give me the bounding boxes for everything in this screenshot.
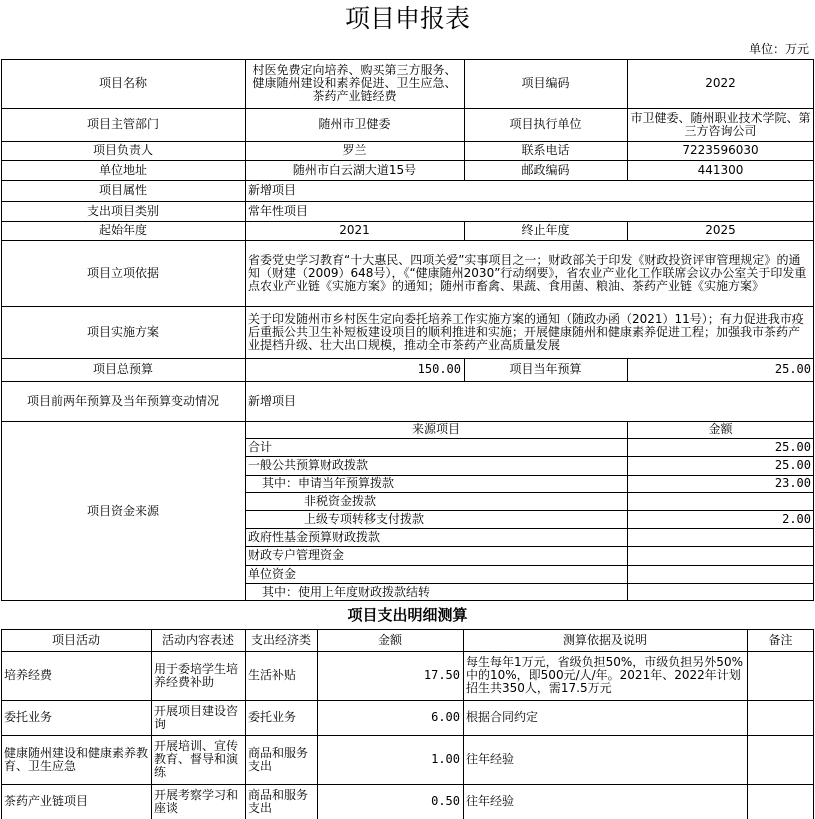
funding-header-amount: 金额 xyxy=(708,422,733,436)
attr-label: 项目属性 xyxy=(98,183,147,197)
funding-item-amount xyxy=(627,546,814,565)
detail-row-note xyxy=(747,651,814,700)
leader-label: 项目负责人 xyxy=(92,143,153,157)
detail-row-content: 开展项目建设咨询 xyxy=(154,703,239,731)
start-year-label: 起始年度 xyxy=(98,223,147,237)
detail-row-note xyxy=(747,784,814,819)
category-label: 支出项目类别 xyxy=(86,203,159,218)
detail-row-content: 用于委培学生培养经费补助 xyxy=(154,661,239,689)
funding-item-label: 其中：申请当年预算拨款 xyxy=(262,476,395,490)
funding-item-label: 非税资金拨款 xyxy=(304,493,377,508)
funding-item-amount xyxy=(627,583,814,601)
project-name-label: 项目名称 xyxy=(98,76,147,90)
exec-unit-value: 市卫健委、随州职业技术学院、第三方咨询公司 xyxy=(630,110,811,138)
project-code-label: 项目编码 xyxy=(521,76,570,90)
detail-row-econ: 商品和服务支出 xyxy=(248,745,309,773)
detail-section-title: 项目支出明细测算 xyxy=(347,606,468,624)
start-year-value: 2021 xyxy=(339,223,370,237)
funding-item-label: 单位资金 xyxy=(248,566,297,581)
funding-item-label: 一般公共预算财政拨款 xyxy=(248,458,369,472)
project-name-value: 村医免费定向培养、购买第三方服务、健康随州建设和素养促进、卫生应急、茶药产业链经费 xyxy=(252,63,457,103)
detail-header-econ: 支出经济类 xyxy=(250,632,311,647)
exec-unit-label: 项目执行单位 xyxy=(509,117,582,131)
funding-item-amount xyxy=(627,565,814,583)
funding-source-label: 项目资金来源 xyxy=(86,503,159,518)
postcode-value: 441300 xyxy=(697,162,744,177)
detail-row-amount: 6.00 xyxy=(431,710,460,724)
funding-item-amount: 23.00 xyxy=(774,476,811,490)
detail-header-note: 备注 xyxy=(768,632,793,647)
address-label: 单位地址 xyxy=(98,162,147,177)
phone-value: 7223596030 xyxy=(682,143,759,157)
detail-row-note xyxy=(747,700,814,735)
detail-row-basis: 根据合同约定 xyxy=(466,710,539,724)
funding-item-label: 上级专项转移支付拨款 xyxy=(304,511,425,526)
detail-row-amount: 17.50 xyxy=(423,668,460,682)
leader-value: 罗兰 xyxy=(342,143,367,157)
basis-label: 项目立项依据 xyxy=(86,265,159,280)
postcode-label: 邮政编码 xyxy=(521,162,570,177)
detail-header-basis: 测算依据及说明 xyxy=(562,632,647,647)
funding-header-source: 来源项目 xyxy=(411,422,460,436)
end-year-value: 2025 xyxy=(705,223,736,237)
plan-label: 项目实施方案 xyxy=(86,324,159,339)
unit-label: 单位：万元 xyxy=(748,42,809,56)
detail-row-econ: 生活补贴 xyxy=(248,668,297,682)
funding-item-amount: 2.00 xyxy=(782,511,811,526)
end-year-label: 终止年度 xyxy=(521,223,570,237)
detail-row-basis: 往年经验 xyxy=(466,752,515,766)
dept-label: 项目主管部门 xyxy=(86,117,159,131)
category-value: 常年性项目 xyxy=(248,203,309,218)
detail-row-activity: 茶药产业链项目 xyxy=(4,794,89,808)
page-title: 项目申报表 xyxy=(344,4,470,33)
total-budget-value: 150.00 xyxy=(417,362,461,376)
detail-row-note xyxy=(747,735,814,784)
total-budget-label: 项目总预算 xyxy=(92,362,153,376)
year-budget-value: 25.00 xyxy=(774,362,811,376)
funding-item-amount xyxy=(627,492,814,510)
detail-row-activity: 培养经费 xyxy=(4,668,53,682)
funding-item-amount: 25.00 xyxy=(774,458,811,472)
funding-item-label: 合计 xyxy=(248,439,273,454)
detail-row-activity: 委托业务 xyxy=(4,710,53,724)
detail-row-content: 开展考察学习和座谈 xyxy=(154,787,239,815)
basis-value: 省委党史学习教育“十大惠民、四项关爱”实事项目之一；财政部关于印发《财政投资评审管理规定》的通知（财建（2009）648号），《“健康随州2030”行动纲要》，省农业产业化工作联席会议办公室关于印发重点农业产业链《实施方案》的通知；随州市畜禽、果蔬、食用菌、粮油、茶药产业链《实施方案》 xyxy=(248,252,807,293)
detail-header-activity: 项目活动 xyxy=(51,632,100,647)
detail-header-amount: 金额 xyxy=(377,632,402,647)
budget-change-label: 项目前两年预算及当年预算变动情况 xyxy=(26,393,219,408)
budget-change-value: 新增项目 xyxy=(248,393,297,408)
detail-header-content: 活动内容表述 xyxy=(161,632,234,647)
funding-item-label: 政府性基金预算财政拨款 xyxy=(248,529,381,544)
phone-label: 联系电话 xyxy=(521,143,570,157)
year-budget-label: 项目当年预算 xyxy=(509,362,582,376)
funding-item-label: 其中：使用上年度财政拨款结转 xyxy=(262,584,431,599)
detail-row-basis: 往年经验 xyxy=(466,794,515,808)
detail-row-basis: 每生每年1万元，省级负担50%，市级负担另外50%中的10%，即500元/人/年。2021年、2022年计划招生共350人，需17.5万元 xyxy=(466,655,743,695)
attr-value: 新增项目 xyxy=(248,183,297,197)
detail-row-econ: 商品和服务支出 xyxy=(248,787,309,815)
detail-row-amount: 1.00 xyxy=(431,752,460,766)
plan-value: 关于印发随州市乡村医生定向委托培养工作实施方案的通知（随政办函（2021）11号）；有力促进我市疫后重振公共卫生补短板建设项目的顺利推进和实施；开展健康随州和健康素养促进工程；加强我市茶药产业提档升级、壮大出口规模，推动全市茶药产业高质量发展 xyxy=(248,311,804,352)
funding-item-amount: 25.00 xyxy=(774,439,811,454)
project-code-value: 2022 xyxy=(705,76,736,90)
address-value: 随州市白云湖大道15号 xyxy=(292,162,417,177)
detail-row-econ: 委托业务 xyxy=(248,710,297,724)
dept-value: 随州市卫健委 xyxy=(318,117,391,131)
detail-row-content: 开展培训、宣传教育、督导和演练 xyxy=(154,739,239,779)
funding-item-amount xyxy=(627,528,814,546)
detail-row-activity: 健康随州建设和健康素养教育、卫生应急 xyxy=(4,745,149,773)
detail-row-amount: 0.50 xyxy=(431,794,460,808)
funding-item-label: 财政专户管理资金 xyxy=(248,548,345,562)
